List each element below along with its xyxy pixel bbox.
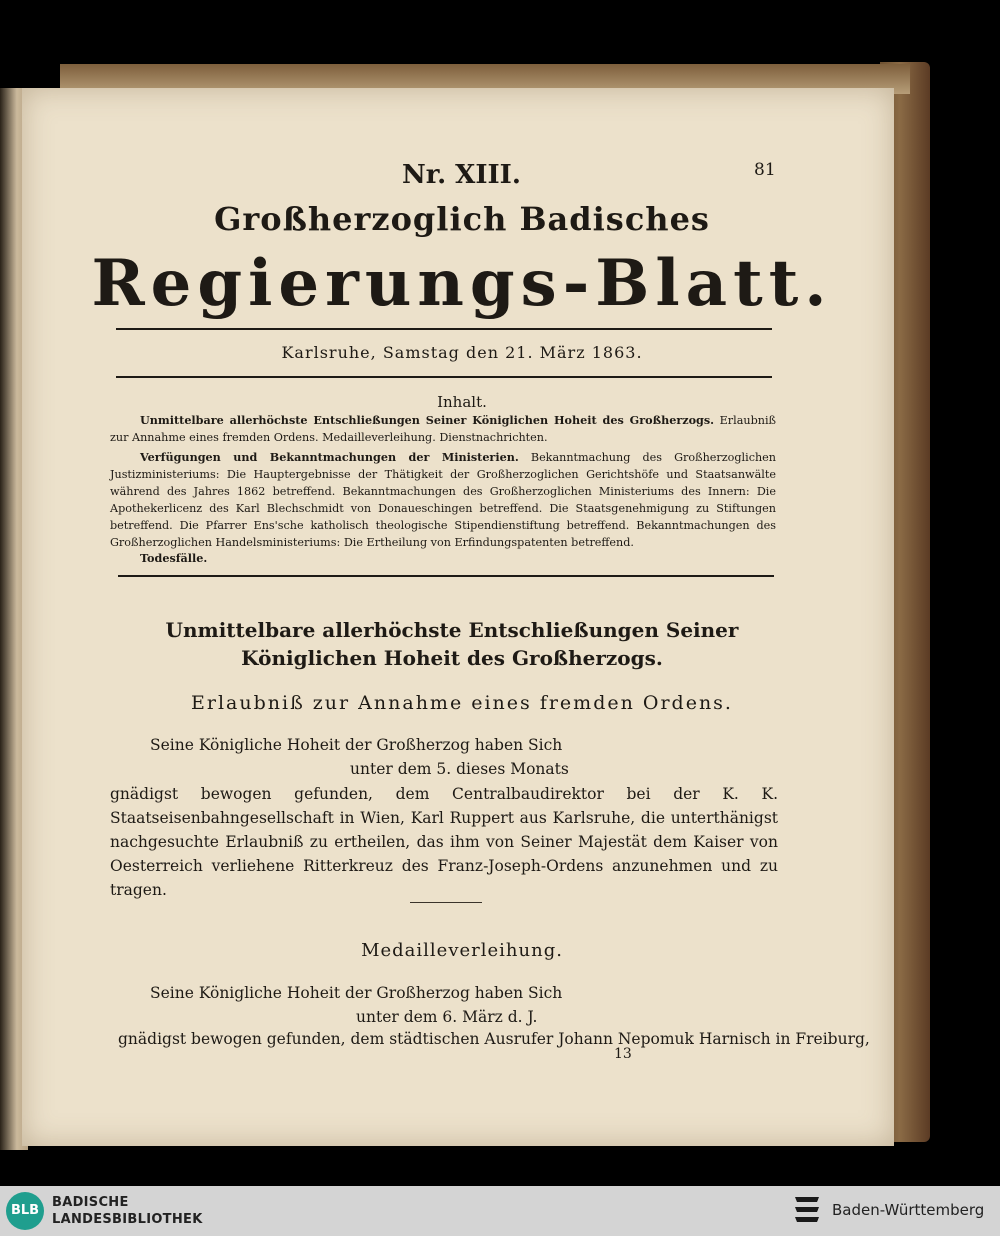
sheet-signature: 13	[614, 1046, 632, 1062]
date-line: Karlsruhe, Samstag den 21. März 1863.	[281, 343, 643, 362]
article-1-line-2: unter dem 5. dieses Monats	[350, 760, 569, 778]
contents-section-1-title: Unmittelbare allerhöchste Entschließungen Seiner Königlichen Hoheit des Großherzogs.	[140, 413, 715, 427]
article-2-line-1: Seine Königliche Hoheit der Großherzog haben Sich	[150, 984, 563, 1002]
section-divider	[410, 902, 482, 903]
article-2-body: gnädigst bewogen gefunden, dem städtischen Ausrufer Johann Nepomuk Harnisch in Freiburg,	[118, 1030, 870, 1048]
contents-section-2-title: Verfügungen und Bekanntmachungen der Ministerien.	[140, 450, 519, 464]
publication-subtitle: Großherzoglich Badisches	[214, 200, 710, 238]
blb-name-line-1: BADISCHE	[52, 1195, 129, 1210]
issue-number: Nr. XIII.	[402, 160, 521, 190]
blb-logo[interactable]: BLB	[6, 1192, 44, 1230]
article-1-body: gnädigst bewogen gefunden, dem Centralbaudirektor bei der K. K. Staatseisenbahngesellschaft in Wien, Karl Ruppert aus Karlsruhe, die unterthänigst nachgesuchte Erlaubniß zu ertheilen, das ihm von Seiner Majestät dem Kaiser von Oesterreich verliehene Ritterkreuz des Franz-Joseph-Ordens anzunehmen und zu tragen.	[110, 785, 778, 899]
date-rule	[116, 376, 772, 378]
blb-name-line-2: LANDESBIBLIOTHEK	[52, 1212, 203, 1227]
contents-section-2-text: Bekanntmachung des Großherzoglichen Justizministeriums: Die Hauptergebnisse der Thätigkeit der Großherzoglichen Gerichtshöfe und Staatsanwälte während des Jahres 1862 betreffend. Bekanntmachungen des Großherzoglichen Ministeriums des Innern: Die Apothekerlicenz des Karl Blechschmidt von Donaueschingen betreffend. Die Staatsgenehmigung zu Stiftungen betreffend. Die Pfarrer Ens'sche katholisch theologische Stipendienstiftung betreffend. Bekanntmachungen des Großherzoglichen Handelsministeriums: Die Ertheilung von Erfindungspatenten betreffend.	[110, 451, 776, 549]
contents-section-2	[110, 449, 776, 551]
contents-rule	[118, 575, 774, 577]
contents-section-3-title: Todesfälle.	[140, 551, 208, 565]
title-rule	[116, 328, 772, 330]
document-page	[22, 88, 894, 1146]
contents-heading: Inhalt.	[437, 393, 487, 411]
contents-section-1	[110, 412, 776, 446]
blb-name[interactable]	[52, 1194, 203, 1228]
bw-name[interactable]: Baden-Württemberg	[832, 1201, 985, 1219]
article-2-heading: Medailleverleihung.	[361, 940, 563, 961]
lions-coat-of-arms-icon[interactable]	[792, 1194, 822, 1228]
footer-bar	[0, 1186, 1000, 1236]
contents-section-1-text: Erlaubniß zur Annahme eines fremden Ordens. Medailleverleihung. Dienstnachrichten.	[110, 414, 776, 444]
article-1-line-1: Seine Königliche Hoheit der Großherzog haben Sich	[150, 736, 563, 754]
article-1-heading: Unmittelbare allerhöchste Entschließungen Seiner Königlichen Hoheit des Großherzogs.	[165, 618, 739, 670]
page-number: 81	[754, 160, 776, 180]
article-1-subheading: Erlaubniß zur Annahme eines fremden Ordens.	[191, 692, 733, 714]
contents-section-3	[140, 550, 806, 567]
article-2-line-2: unter dem 6. März d. J.	[356, 1008, 538, 1026]
publication-title: Regierungs-Blatt.	[91, 246, 833, 321]
